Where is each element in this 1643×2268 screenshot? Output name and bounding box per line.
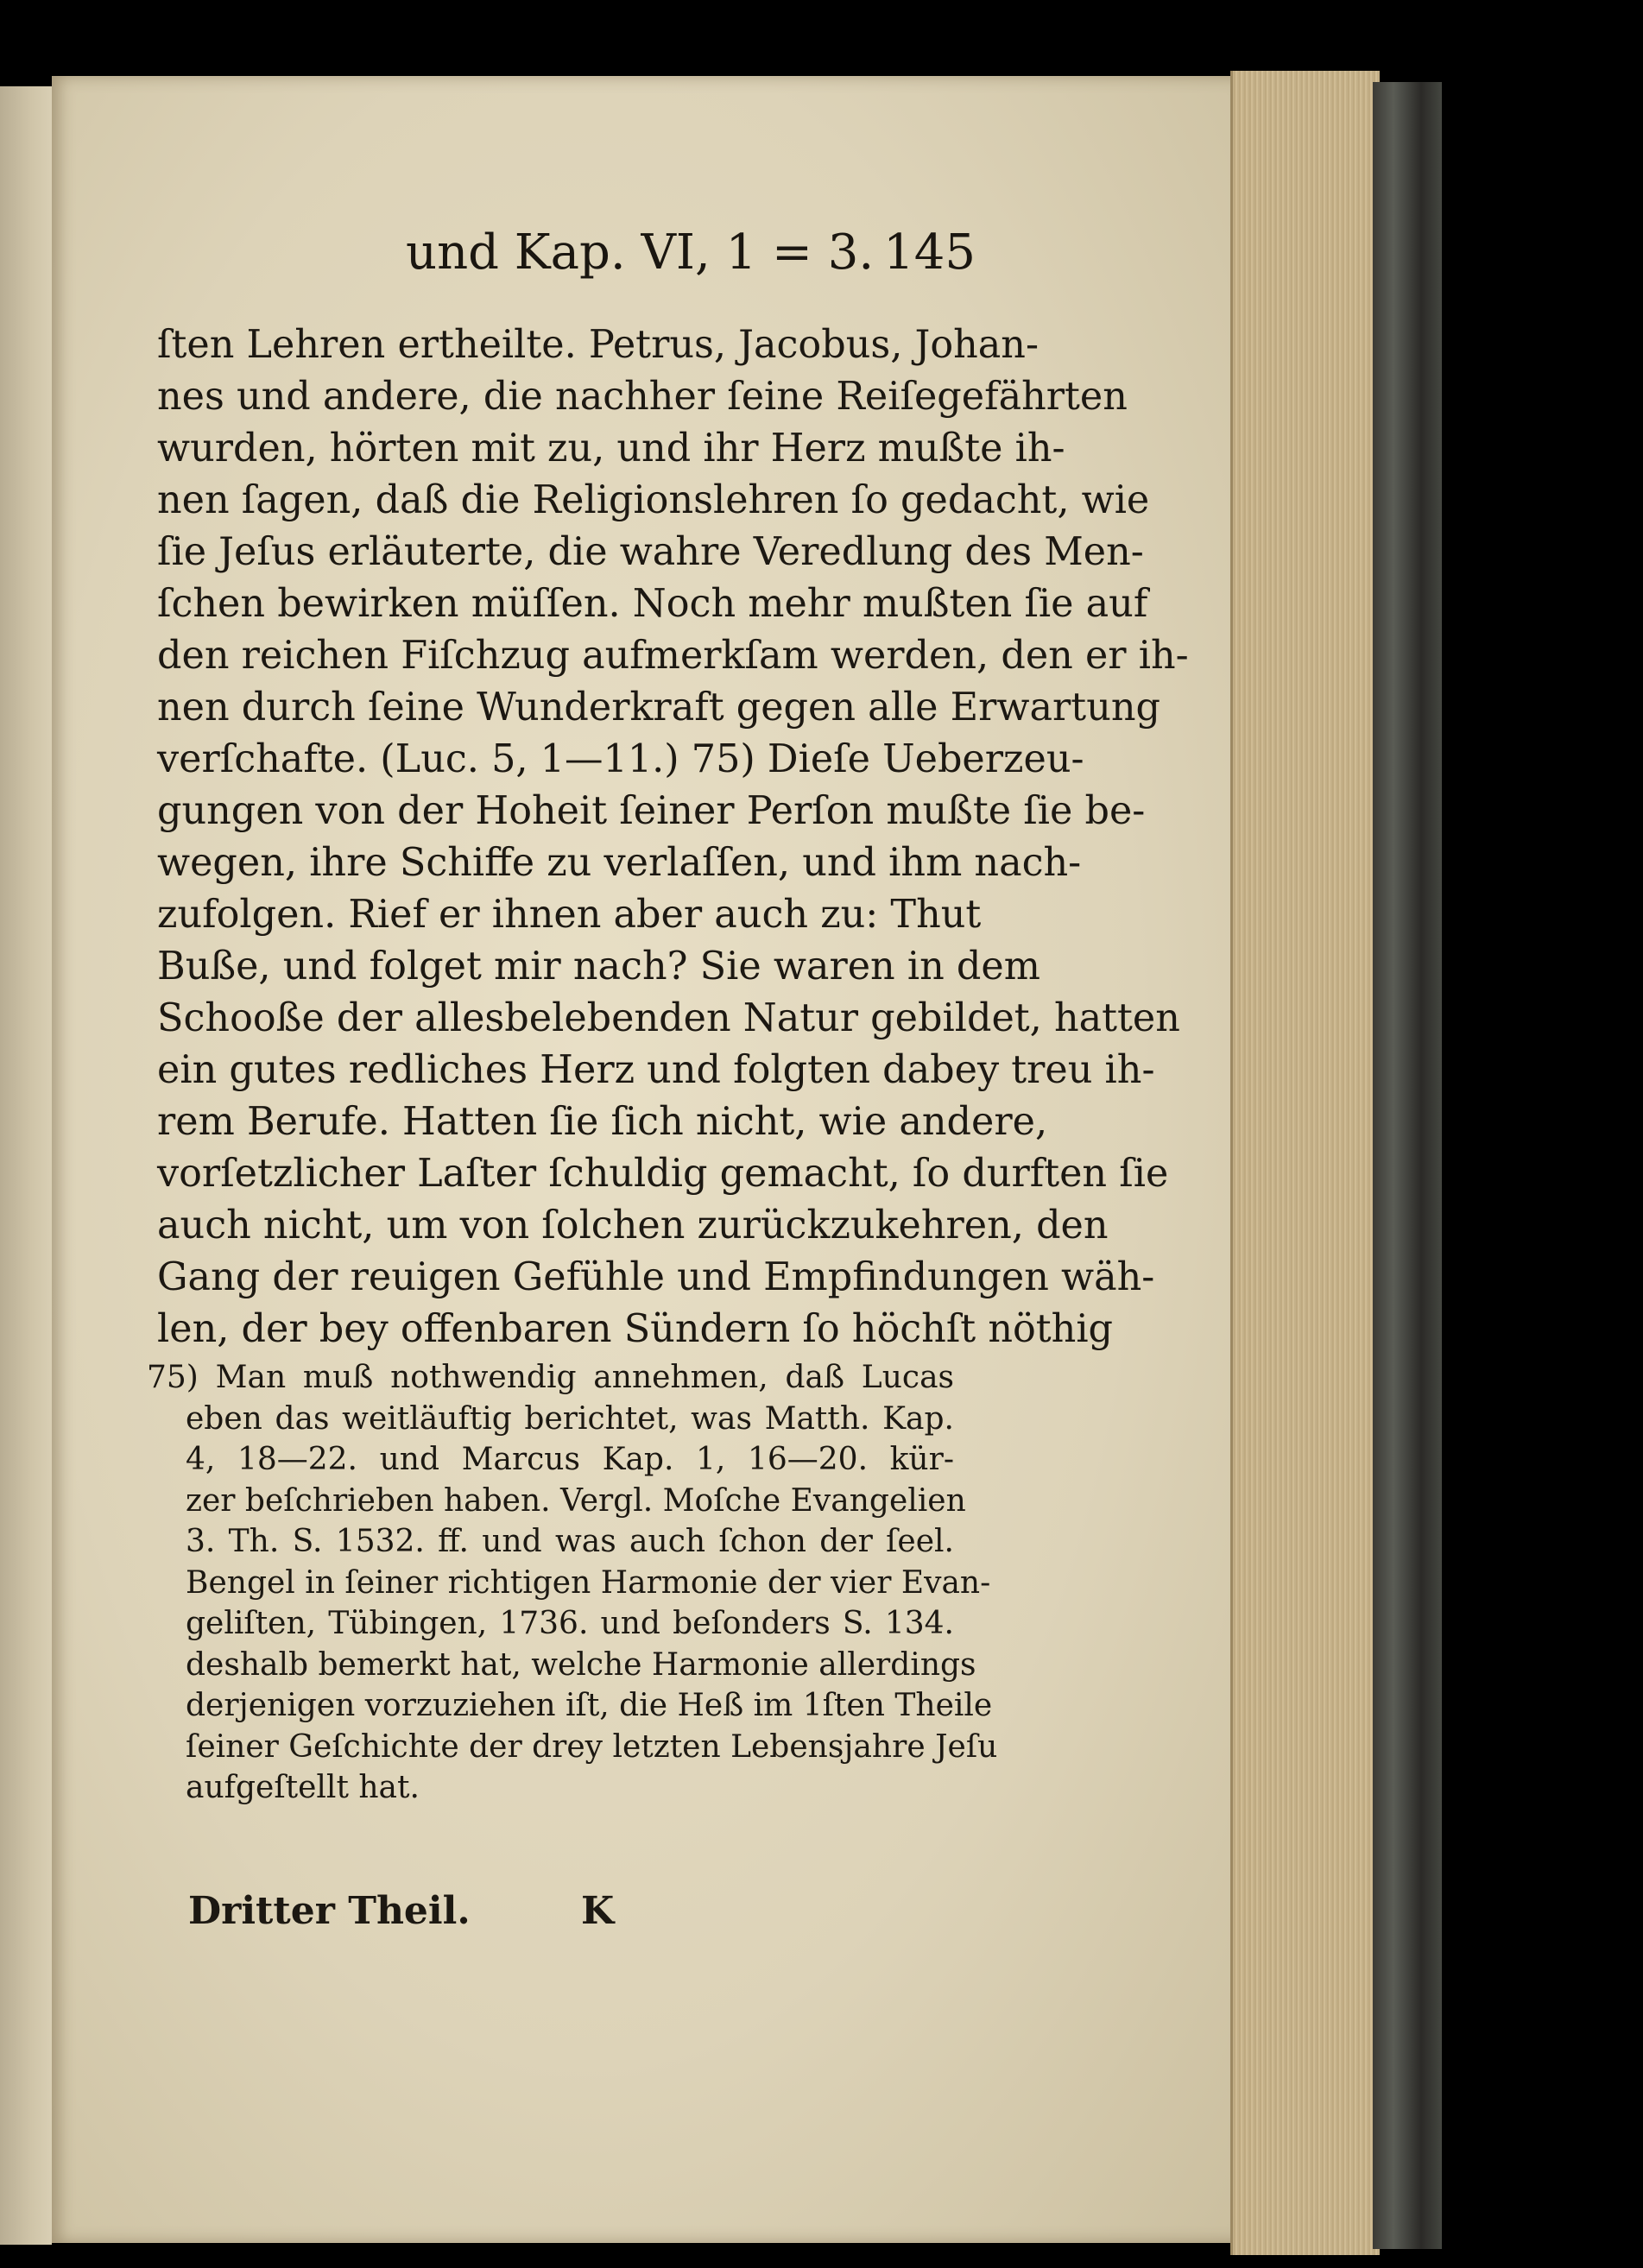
body-text [157, 319, 1189, 1355]
footnote [147, 1357, 998, 1809]
footnote-line: geliſten, Tübingen, 1736. und beſonders S. 134. [186, 1606, 954, 1641]
footnote-line: 3. Th. S. 1532. ff. und was auch ſchon der ſeel. [186, 1524, 954, 1559]
footnote-line: ſeiner Geſchichte der drey letzten Lebensjahre Jeſu [186, 1728, 998, 1765]
page-fore-edge [1230, 71, 1380, 2255]
facing-page-edge [0, 86, 52, 2245]
body-line: auch nicht, um von ſolchen zurückzukehren, den [157, 1203, 1109, 1248]
body-line: den reichen Fiſchzug aufmerkſam werden, den er ih- [157, 634, 1189, 678]
signature-line [188, 1889, 637, 1941]
body-line: nen durch ſeine Wunderkraft gegen alle Erwartung [157, 685, 1160, 730]
footnote-line: zer beſchrieben haben. Vergl. Moſche Evangelien [186, 1482, 966, 1519]
body-line: rem Berufe. Hatten ſie ſich nicht, wie andere, [157, 1100, 1048, 1144]
footnote-line: aufgeſtellt hat. [186, 1770, 420, 1805]
footnote-line: 4, 18—22. und Marcus Kap. 1, 16—20. kür- [186, 1442, 954, 1477]
body-line: ſchen bewirken müſſen. Noch mehr mußten ſie auf [157, 582, 1148, 626]
page-header [406, 224, 976, 294]
volume-signature: Dritter Theil. [188, 1889, 471, 1933]
body-line: Schooße der allesbelebenden Natur gebildet, hatten [157, 996, 1180, 1040]
book-cover-edge [1373, 82, 1442, 2249]
body-line: nen ſagen, daß die Religionslehren ſo gedacht, wie [157, 478, 1150, 522]
footnote-line: derjenigen vorzuziehen iſt, die Heß im 1ſten Theile [186, 1688, 993, 1723]
body-line: len, der bey offenbaren Sündern ſo höchſt nöthig [157, 1307, 1114, 1351]
body-line: ſten Lehren ertheilte. Petrus, Jacobus, Johan- [157, 323, 1040, 367]
running-title: und Kap. VI, 1 = 3. [406, 224, 875, 281]
body-line: wegen, ihre Schiffe zu verlaſſen, und ihm nach- [157, 841, 1082, 885]
body-line: Buße, und folget mir nach? Sie waren in dem [157, 944, 1040, 989]
footnote-line: 75) Man muß nothwendig annehmen, daß Lucas [147, 1360, 954, 1395]
footnote-line: eben das weitläuftig berichtet, was Matth. Kap. [186, 1400, 954, 1437]
body-line: nes und andere, die nachher ſeine Reiſegefährten [157, 375, 1128, 419]
body-line: ſie Jeſus erläuterte, die wahre Veredlung des Men- [157, 530, 1144, 574]
body-line: vorſetzlicher Laſter ſchuldig gemacht, ſo durften ſie [157, 1152, 1169, 1196]
page-number: 145 [883, 224, 976, 281]
footnote-line: deshalb bemerkt hat, welche Harmonie allerdings [186, 1646, 976, 1683]
body-line: verſchafte. (Luc. 5, 1—11.) 75) Dieſe Ueberzeu- [157, 737, 1084, 781]
body-line: gungen von der Hoheit ſeiner Perſon mußte ſie be- [157, 789, 1146, 833]
gathering-mark: K [581, 1889, 615, 1933]
body-line: zufolgen. Rief er ihnen aber auch zu: Thut [157, 893, 982, 937]
body-line: wurden, hörten mit zu, und ihr Herz mußte ih- [157, 426, 1065, 471]
body-line: Gang der reuigen Gefühle und Empfindungen wäh- [157, 1255, 1155, 1299]
footnote-line: Bengel in ſeiner richtigen Harmonie der vier Evan- [186, 1564, 991, 1601]
body-line: ein gutes redliches Herz und folgten dabey treu ih- [157, 1048, 1155, 1092]
